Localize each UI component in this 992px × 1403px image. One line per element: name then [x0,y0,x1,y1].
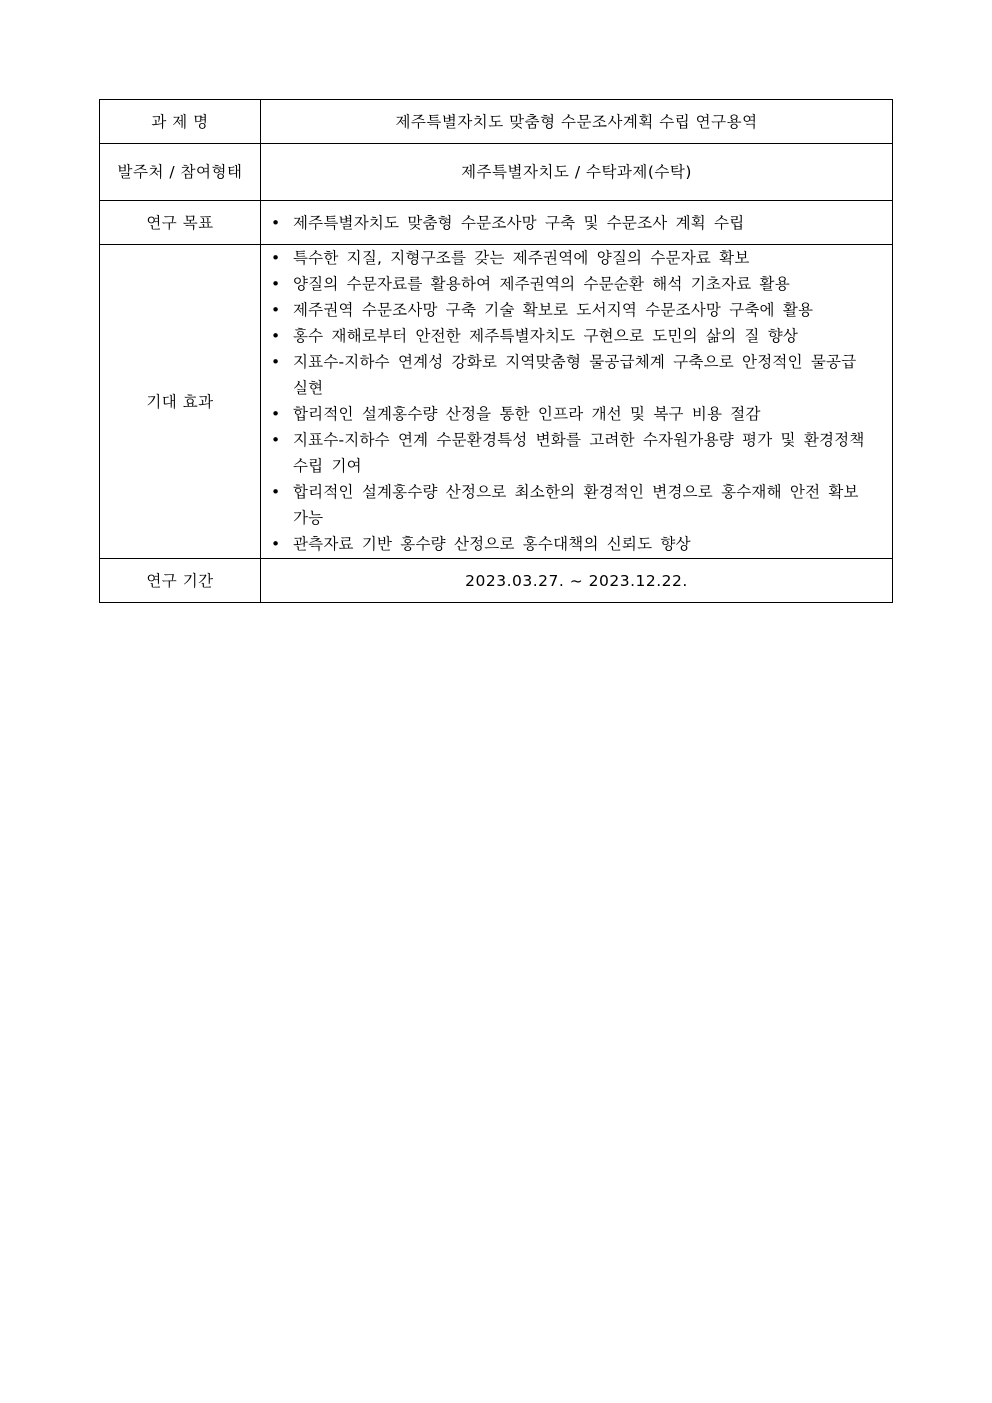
expected-effect-item: • 합리적인 설계홍수량 산정으로 최소한의 환경적인 변경으로 홍수재해 안전 확보 가능 [267,479,878,531]
project-title-label: 과 제 명 [100,100,261,144]
expected-effect-item: • 제주권역 수문조사망 구축 기술 확보로 도서지역 수문조사망 구축에 활용 [267,297,878,323]
expected-effect-label: 기대 효과 [100,245,261,559]
client-value: 제주특별자치도 / 수탁과제(수탁) [261,144,893,201]
expected-effect-list [267,245,878,557]
research-goal-label: 연구 목표 [100,201,261,245]
project-summary-table [99,99,893,603]
client-row [100,144,893,201]
expected-effect-item: • 홍수 재해로부터 안전한 제주특별자치도 구현으로 도민의 삶의 질 향상 [267,323,878,349]
expected-effect-item: • 양질의 수문자료를 활용하여 제주권역의 수문순환 해석 기초자료 활용 [267,271,878,297]
expected-effect-row [100,245,893,559]
research-period-value: 2023.03.27. ~ 2023.12.22. [261,559,893,603]
expected-effect-item: • 지표수-지하수 연계 수문환경특성 변화를 고려한 수자원가용량 평가 및 환경정책 수립 기여 [267,427,878,479]
expected-effect-cell [261,245,893,559]
expected-effect-item: • 관측자료 기반 홍수량 산정으로 홍수대책의 신뢰도 향상 [267,531,878,557]
research-goal-item: • 제주특별자치도 맞춤형 수문조사망 구축 및 수문조사 계획 수립 [267,210,878,236]
project-title-row [100,100,893,144]
research-period-row [100,559,893,603]
project-title-value: 제주특별자치도 맞춤형 수문조사계획 수립 연구용역 [261,100,893,144]
expected-effect-item: • 합리적인 설계홍수량 산정을 통한 인프라 개선 및 복구 비용 절감 [267,401,878,427]
research-period-label: 연구 기간 [100,559,261,603]
research-goal-row [100,201,893,245]
expected-effect-item: • 지표수-지하수 연계성 강화로 지역맞춤형 물공급체계 구축으로 안정적인 물공급 실현 [267,349,878,401]
expected-effect-item: • 특수한 지질, 지형구조를 갖는 제주권역에 양질의 수문자료 확보 [267,245,878,271]
client-label: 발주처 / 참여형태 [100,144,261,201]
research-goal-cell [261,201,893,245]
research-goal-list [267,210,878,236]
